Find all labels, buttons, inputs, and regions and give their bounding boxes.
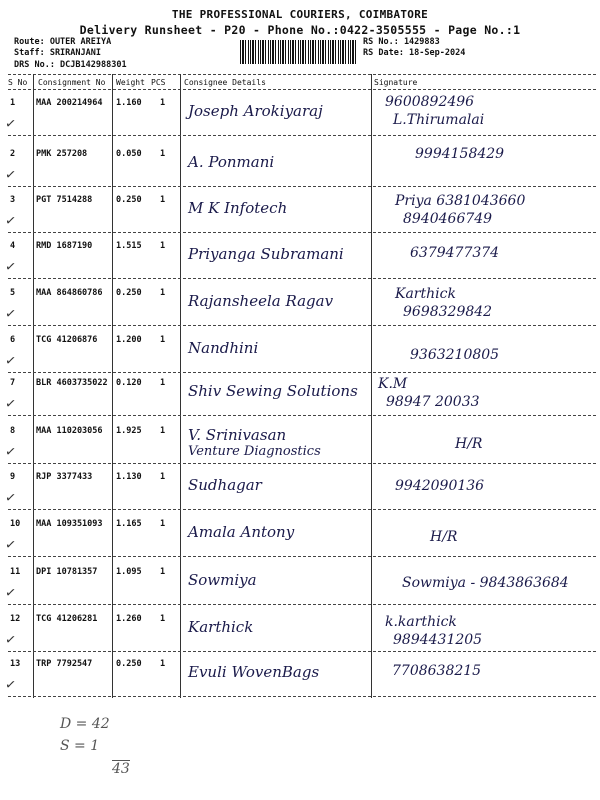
row-consignee-line2: Venture Diagnostics xyxy=(188,444,321,459)
rs-date: RS Date: 18-Sep-2024 xyxy=(363,48,466,58)
row-signature-line2: 98947 20033 xyxy=(386,394,480,410)
row-serial: 7 xyxy=(10,378,16,388)
row-weight: 1.165 xyxy=(116,519,142,529)
row-weight: 0.250 xyxy=(116,195,142,205)
check-mark-icon: ✓ xyxy=(4,674,17,694)
document-subtitle: Delivery Runsheet - P20 - Phone No.:0422-3505555 - Page No.:1 xyxy=(79,23,521,37)
row-divider xyxy=(8,135,596,136)
check-mark-icon: ✓ xyxy=(4,303,17,323)
row-weight: 0.050 xyxy=(116,149,142,159)
row-signature: K.M xyxy=(378,376,408,392)
check-mark-icon: ✓ xyxy=(4,487,17,507)
row-divider xyxy=(8,696,596,697)
staff-label: Staff: SRIRANJANI xyxy=(14,48,101,58)
row-consignee: Sowmiya xyxy=(188,571,257,589)
row-divider xyxy=(8,186,596,187)
check-mark-icon: ✓ xyxy=(4,393,17,413)
row-consignee: Priyanga Subramani xyxy=(188,245,344,263)
row-serial: 13 xyxy=(10,659,21,669)
row-consignee: Shiv Sewing Solutions xyxy=(188,382,358,400)
table-top-rule xyxy=(8,74,596,75)
document-title: THE PROFESSIONAL COURIERS, COIMBATORE xyxy=(171,8,429,21)
row-pcs: 1 xyxy=(160,149,166,159)
row-consignment-no: BLR 4603735022 xyxy=(36,378,108,388)
row-consignment-no: TRP 7792547 xyxy=(36,659,93,669)
row-divider xyxy=(8,463,596,464)
row-pcs: 1 xyxy=(160,472,166,482)
row-signature-line2: 8940466749 xyxy=(403,211,493,227)
row-serial: 6 xyxy=(10,335,16,345)
check-mark-icon: ✓ xyxy=(4,534,17,554)
row-serial: 9 xyxy=(10,472,16,482)
row-serial: 12 xyxy=(10,614,21,624)
row-consignee: Nandhini xyxy=(188,339,259,357)
row-weight: 0.120 xyxy=(116,378,142,388)
rs-number: RS No.: 1429883 xyxy=(363,37,440,47)
row-pcs: 1 xyxy=(160,567,166,577)
row-serial: 10 xyxy=(10,519,21,529)
row-divider xyxy=(8,325,596,326)
row-pcs: 1 xyxy=(160,241,166,251)
row-consignee: Amala Antony xyxy=(188,523,295,541)
row-signature: 7708638215 xyxy=(392,663,482,679)
check-mark-icon: ✓ xyxy=(4,441,17,461)
row-signature: Priya 6381043660 xyxy=(395,193,526,209)
row-signature-line2: 9894431205 xyxy=(393,632,483,648)
row-consignment-no: MAA 200214964 xyxy=(36,98,103,108)
row-serial: 8 xyxy=(10,426,16,436)
row-consignment-no: MAA 109351093 xyxy=(36,519,103,529)
header-rule xyxy=(8,89,596,90)
row-pcs: 1 xyxy=(160,614,166,624)
row-divider xyxy=(8,556,596,557)
row-weight: 1.130 xyxy=(116,472,142,482)
row-weight: 1.260 xyxy=(116,614,142,624)
row-consignee: Rajansheela Ragav xyxy=(188,292,334,310)
row-signature-line2: L.Thirumalai xyxy=(393,112,485,128)
row-consignment-no: RMD 1687190 xyxy=(36,241,93,251)
row-consignee: A. Ponmani xyxy=(188,153,275,171)
col-weight: Weight xyxy=(116,78,145,87)
row-pcs: 1 xyxy=(160,98,166,108)
row-divider xyxy=(8,509,596,510)
check-mark-icon: ✓ xyxy=(4,582,17,602)
row-consignee: Karthick xyxy=(188,618,254,636)
row-consignee: M K Infotech xyxy=(188,199,288,217)
route-label: Route: OUTER AREIYA xyxy=(14,37,112,47)
row-consignee: Joseph Arokiyaraj xyxy=(188,102,323,120)
check-mark-icon: ✓ xyxy=(4,113,17,133)
row-serial: 4 xyxy=(10,241,16,251)
row-pcs: 1 xyxy=(160,195,166,205)
row-pcs: 1 xyxy=(160,659,166,669)
row-pcs: 1 xyxy=(160,378,166,388)
check-mark-icon: ✓ xyxy=(4,350,17,370)
row-consignment-no: MAA 864860786 xyxy=(36,288,103,298)
row-consignment-no: TCG 41206876 xyxy=(36,335,98,345)
row-weight: 1.200 xyxy=(116,335,142,345)
row-divider xyxy=(8,604,596,605)
row-pcs: 1 xyxy=(160,335,166,345)
row-signature: 9600892496 xyxy=(385,94,475,110)
row-consignment-no: DPI 10781357 xyxy=(36,567,98,577)
row-serial: 11 xyxy=(10,567,21,577)
row-signature: k.karthick xyxy=(385,614,457,630)
check-mark-icon: ✓ xyxy=(4,256,17,276)
col-signature: Signature xyxy=(374,78,418,87)
row-weight: 1.925 xyxy=(116,426,142,436)
row-consignment-no: PGT 7514288 xyxy=(36,195,93,205)
check-mark-icon: ✓ xyxy=(4,164,17,184)
footer-total: 43 xyxy=(112,761,130,777)
barcode xyxy=(240,40,358,64)
row-consignee: Sudhagar xyxy=(188,476,262,494)
row-signature: Karthick xyxy=(395,286,456,302)
row-weight: 0.250 xyxy=(116,659,142,669)
row-weight: 1.515 xyxy=(116,241,142,251)
row-consignment-no: PMK 257208 xyxy=(36,149,88,159)
row-pcs: 1 xyxy=(160,519,166,529)
col-sno: S No xyxy=(8,78,28,87)
check-mark-icon: ✓ xyxy=(4,629,17,649)
row-consignment-no: TCG 41206281 xyxy=(36,614,98,624)
row-consignment-no: MAA 110203056 xyxy=(36,426,103,436)
row-divider xyxy=(8,232,596,233)
drs-label: DRS No.: DCJB142988301 xyxy=(14,60,127,70)
check-mark-icon: ✓ xyxy=(4,210,17,230)
row-pcs: 1 xyxy=(160,426,166,436)
row-divider xyxy=(8,415,596,416)
row-signature: H/R xyxy=(455,436,483,452)
row-serial: 1 xyxy=(10,98,16,108)
row-pcs: 1 xyxy=(160,288,166,298)
footer-second-count: S = 1 xyxy=(60,738,100,754)
row-divider xyxy=(8,372,596,373)
row-signature: Sowmiya - 9843863684 xyxy=(402,575,569,591)
row-serial: 5 xyxy=(10,288,16,298)
row-signature: 9994158429 xyxy=(415,146,505,162)
col-consignment: Consignment No xyxy=(38,78,106,87)
footer-delivered-count: D = 42 xyxy=(60,716,110,732)
row-serial: 3 xyxy=(10,195,16,205)
row-serial: 2 xyxy=(10,149,16,159)
row-consignment-no: RJP 3377433 xyxy=(36,472,93,482)
row-divider xyxy=(8,651,596,652)
row-consignee: V. Srinivasan xyxy=(188,426,287,444)
row-signature: H/R xyxy=(430,529,458,545)
row-weight: 0.250 xyxy=(116,288,142,298)
row-divider xyxy=(8,278,596,279)
row-weight: 1.160 xyxy=(116,98,142,108)
row-signature-line2: 9698329842 xyxy=(403,304,493,320)
row-signature: 6379477374 xyxy=(410,245,500,261)
col-consignee: Consignee Details xyxy=(184,78,266,87)
row-signature: 9363210805 xyxy=(410,347,500,363)
row-consignee: Evuli WovenBags xyxy=(188,663,320,681)
row-signature: 9942090136 xyxy=(395,478,485,494)
row-weight: 1.095 xyxy=(116,567,142,577)
col-pcs: PCS xyxy=(151,78,166,87)
